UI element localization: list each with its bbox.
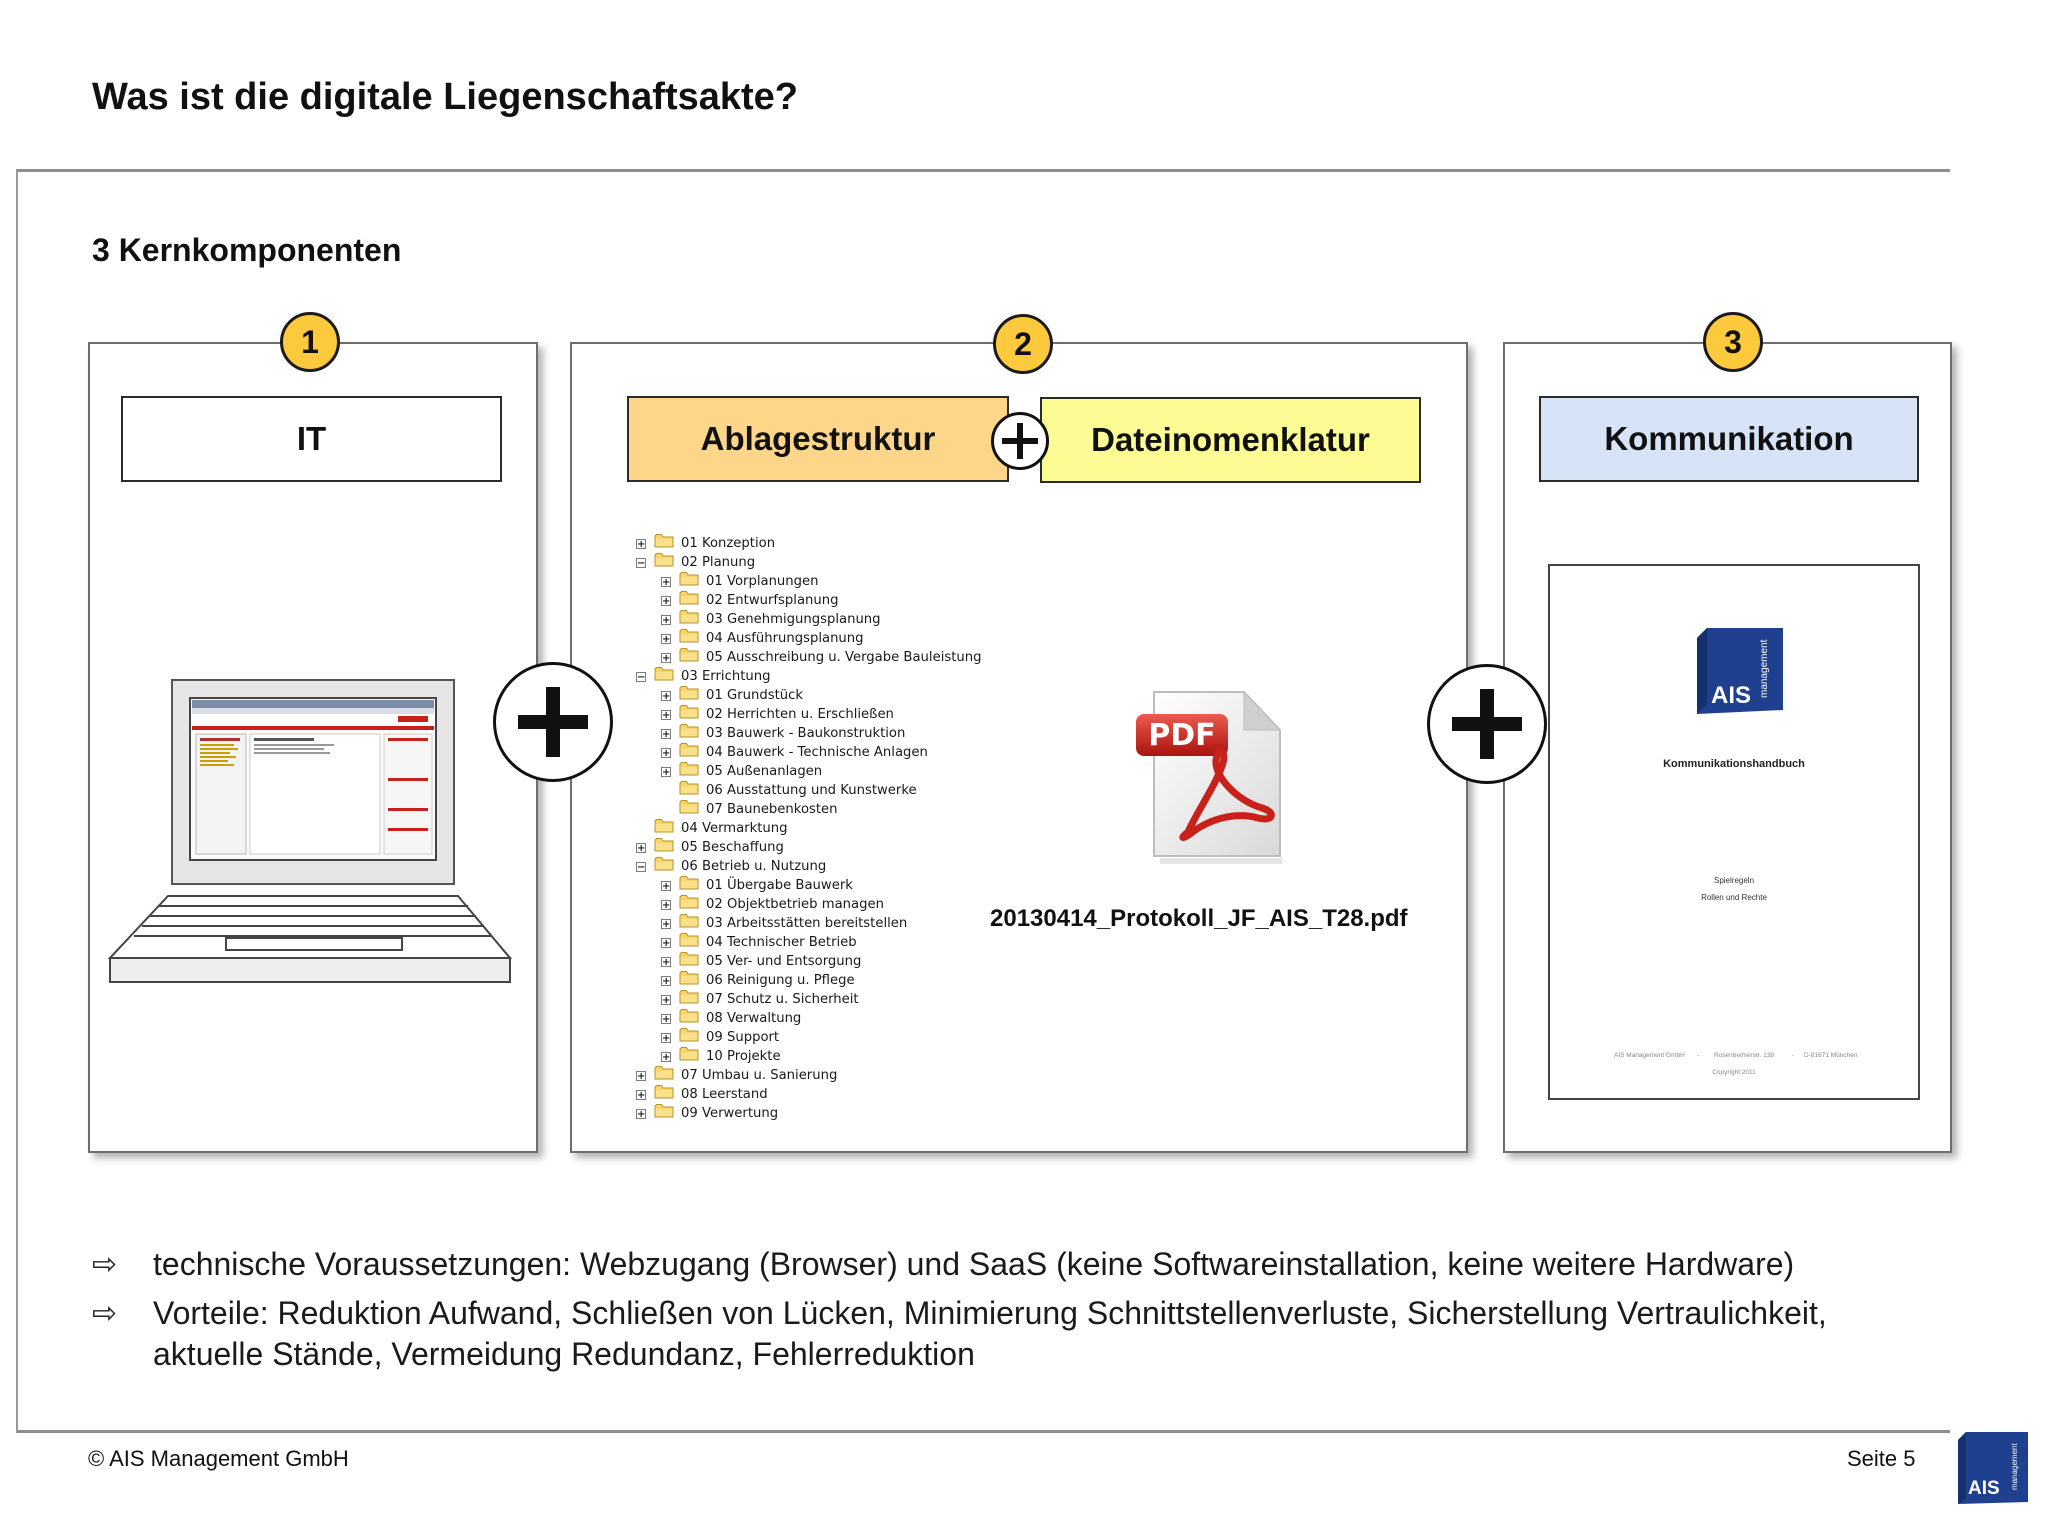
folder-tree-item[interactable]: [636, 800, 1106, 819]
pdf-filename: 20130414_Protokoll_JF_AIS_T28.pdf: [990, 905, 1408, 932]
folder-label: 03 Errichtung: [681, 669, 771, 684]
folder-label: 04 Technischer Betrieb: [706, 935, 857, 950]
ais-logo: AIS management: [1956, 1432, 2030, 1506]
folder-icon: [679, 1027, 699, 1048]
folder-icon: [654, 1065, 674, 1086]
section-subtitle: 3 Kernkomponenten: [92, 232, 402, 268]
folder-label: 07 Baunebenkosten: [706, 802, 838, 817]
folder-tree-item[interactable]: [636, 781, 1106, 800]
handbook-footer-city: D-81671 München: [1804, 1052, 1858, 1059]
folder-tree-item[interactable]: [636, 819, 1106, 838]
expand-toggle-icon[interactable]: +: [662, 918, 671, 930]
folder-label: 01 Grundstück: [706, 688, 803, 703]
expand-toggle-icon[interactable]: +: [662, 937, 671, 949]
ablagestruktur-header: Ablagestruktur: [627, 396, 1009, 482]
folder-icon: [654, 533, 674, 554]
folder-icon: [679, 1046, 699, 1067]
folder-tree-item[interactable]: [636, 990, 1106, 1009]
folder-label: 02 Entwurfsplanung: [706, 593, 839, 608]
folder-label: 06 Betrieb u. Nutzung: [681, 859, 827, 874]
dateinomenklatur-header: Dateinomenklatur: [1040, 397, 1421, 483]
folder-icon: [679, 571, 699, 592]
folder-tree-item[interactable]: [636, 1085, 1106, 1104]
folder-label: 10 Projekte: [706, 1049, 781, 1064]
folder-label: 05 Ausschreibung u. Vergabe Bauleistung: [706, 650, 982, 665]
collapse-toggle-icon[interactable]: −: [637, 861, 646, 873]
folder-tree-item[interactable]: [636, 933, 1106, 952]
expand-toggle-icon[interactable]: +: [662, 690, 671, 702]
folder-icon: [679, 970, 699, 991]
folder-icon: [654, 552, 674, 573]
folder-icon: [679, 761, 699, 782]
folder-tree-item[interactable]: [636, 1066, 1106, 1085]
spacer: [661, 786, 671, 796]
folder-tree-item[interactable]: [636, 610, 1106, 629]
expand-toggle-icon[interactable]: +: [662, 1013, 671, 1025]
expand-toggle-icon[interactable]: +: [662, 899, 671, 911]
folder-label: 05 Beschaffung: [681, 840, 784, 855]
folder-icon: [679, 932, 699, 953]
folder-label: 01 Konzeption: [681, 536, 776, 551]
folder-tree-item[interactable]: [636, 591, 1106, 610]
folder-label: 02 Objektbetrieb managen: [706, 897, 884, 912]
folder-icon: [654, 1103, 674, 1124]
folder-icon: [654, 818, 674, 839]
folder-label: 03 Genehmigungsplanung: [706, 612, 881, 627]
expand-toggle-icon[interactable]: +: [637, 1089, 646, 1101]
expand-toggle-icon[interactable]: +: [637, 1070, 646, 1082]
folder-label: 07 Schutz u. Sicherheit: [706, 992, 859, 1007]
plus-icon: [1427, 664, 1547, 784]
folder-icon: [679, 894, 699, 915]
expand-toggle-icon[interactable]: +: [662, 595, 671, 607]
bullet-arrow-icon: ⇨: [92, 1248, 118, 1281]
folder-icon: [679, 875, 699, 896]
folder-icon: [679, 704, 699, 725]
footer-copyright: © AIS Management GmbH: [88, 1446, 349, 1471]
folder-label: 06 Ausstattung und Kunstwerke: [706, 783, 917, 798]
folder-label: 06 Reinigung u. Pflege: [706, 973, 855, 988]
expand-toggle-icon[interactable]: +: [662, 994, 671, 1006]
folder-tree-item[interactable]: [636, 1009, 1106, 1028]
expand-toggle-icon[interactable]: +: [662, 1032, 671, 1044]
folder-tree-item[interactable]: [636, 705, 1106, 724]
expand-toggle-icon[interactable]: +: [662, 728, 671, 740]
folder-tree-item[interactable]: [636, 1028, 1106, 1047]
handbook-footer-sep: -: [1792, 1052, 1795, 1059]
folder-icon: [679, 723, 699, 744]
folder-icon: [679, 913, 699, 934]
expand-toggle-icon[interactable]: +: [662, 652, 671, 664]
folder-tree-item[interactable]: [636, 838, 1106, 857]
folder-tree-item[interactable]: [636, 762, 1106, 781]
folder-icon: [654, 856, 674, 877]
expand-toggle-icon[interactable]: +: [662, 880, 671, 892]
folder-tree-item[interactable]: [636, 534, 1106, 553]
folder-icon: [679, 1008, 699, 1029]
folder-tree-item[interactable]: [636, 686, 1106, 705]
folder-label: 04 Bauwerk - Technische Anlagen: [706, 745, 928, 760]
folder-tree-item[interactable]: [636, 553, 1106, 572]
handbook-footer-sep: -: [1697, 1052, 1700, 1059]
collapse-toggle-icon[interactable]: −: [637, 557, 646, 569]
page-title: Was ist die digitale Liegenschaftsakte?: [92, 76, 799, 118]
bullet-text: Vorteile: Reduktion Aufwand, Schließen von Lücken, Minimierung Schnittstellenverluste, Sicherstellung Vertraulichkeit, aktuelle Stände, Vermeidung Redundanz, Fehlerreduktion: [153, 1295, 1827, 1372]
plus-icon: [493, 662, 613, 782]
pdf-file-icon: [1128, 680, 1288, 870]
laptop-icon: [108, 678, 518, 990]
page-number: Seite 5: [1847, 1446, 1916, 1471]
folder-label: 03 Bauwerk - Baukonstruktion: [706, 726, 906, 741]
folder-tree-item[interactable]: [636, 667, 1106, 686]
expand-toggle-icon[interactable]: +: [662, 747, 671, 759]
handbook-footer-company: AIS Management GmbH: [1614, 1052, 1685, 1059]
it-header: IT: [121, 396, 502, 482]
folder-label: 01 Vorplanungen: [706, 574, 819, 589]
folder-label: 04 Vermarktung: [681, 821, 788, 836]
pdf-badge: PDF: [1148, 717, 1216, 753]
folder-icon: [679, 780, 699, 801]
component-number-3: 3: [1703, 312, 1763, 372]
folder-label: 09 Verwertung: [681, 1106, 779, 1121]
collapse-toggle-icon[interactable]: −: [637, 671, 646, 683]
folder-label: 05 Ver- und Entsorgung: [706, 954, 862, 969]
expand-toggle-icon[interactable]: +: [662, 766, 671, 778]
folder-tree-item[interactable]: [636, 952, 1106, 971]
bullet-text: technische Voraussetzungen: Webzugang (Browser) und SaaS (keine Softwareinstallation, keine weitere Hardware): [153, 1246, 1795, 1282]
folder-icon: [679, 609, 699, 630]
bullet-arrow-icon: ⇨: [92, 1297, 118, 1330]
handbook-footer-street: Rosenheimerstr. 139: [1714, 1052, 1774, 1059]
expand-toggle-icon[interactable]: +: [637, 1108, 646, 1120]
spacer: [636, 824, 646, 834]
folder-tree-item[interactable]: [636, 648, 1106, 667]
folder-icon: [679, 951, 699, 972]
folder-tree-item[interactable]: [636, 572, 1106, 591]
folder-label: 04 Ausführungsplanung: [706, 631, 864, 646]
expand-toggle-icon[interactable]: +: [662, 614, 671, 626]
folder-label: 02 Planung: [681, 555, 756, 570]
folder-label: 01 Übergabe Bauwerk: [706, 878, 853, 893]
folder-label: 08 Leerstand: [681, 1087, 768, 1102]
small-plus-icon: [991, 412, 1049, 470]
expand-toggle-icon[interactable]: +: [662, 975, 671, 987]
folder-label: 08 Verwaltung: [706, 1011, 802, 1026]
folder-icon: [679, 799, 699, 820]
folder-icon: [679, 742, 699, 763]
expand-toggle-icon[interactable]: +: [662, 576, 671, 588]
folder-icon: [679, 989, 699, 1010]
expand-toggle-icon[interactable]: +: [662, 633, 671, 645]
handbook-document: [1548, 564, 1920, 1100]
folder-tree-item[interactable]: [636, 743, 1106, 762]
ais-logo: AIS management: [1693, 628, 1789, 724]
folder-tree-item[interactable]: [636, 1104, 1106, 1123]
folder-label: 05 Außenanlagen: [706, 764, 823, 779]
folder-icon: [679, 628, 699, 649]
folder-tree-item[interactable]: [636, 876, 1106, 895]
handbook-title: Kommunikationshandbuch: [1663, 758, 1805, 770]
folder-label: 02 Herrichten u. Erschließen: [706, 707, 894, 722]
expand-toggle-icon[interactable]: +: [662, 1051, 671, 1063]
folder-label: 03 Arbeitsstätten bereitstellen: [706, 916, 908, 931]
component-number-1: 1: [280, 312, 340, 372]
folder-icon: [654, 837, 674, 858]
folder-icon: [654, 1084, 674, 1105]
folder-tree: [636, 534, 1106, 1123]
folder-icon: [679, 647, 699, 668]
folder-tree-item[interactable]: [636, 857, 1106, 876]
expand-toggle-icon[interactable]: +: [662, 956, 671, 968]
folder-tree-item[interactable]: [636, 724, 1106, 743]
expand-toggle-icon[interactable]: +: [637, 842, 646, 854]
expand-toggle-icon[interactable]: +: [637, 538, 646, 550]
kommunikation-header: Kommunikation: [1539, 396, 1919, 482]
folder-tree-item[interactable]: [636, 629, 1106, 648]
folder-icon: [654, 666, 674, 687]
spacer: [661, 805, 671, 815]
expand-toggle-icon[interactable]: +: [662, 709, 671, 721]
handbook-copyright: Copyright 2011: [1712, 1069, 1756, 1076]
folder-tree-item[interactable]: [636, 971, 1106, 990]
folder-label: 07 Umbau u. Sanierung: [681, 1068, 838, 1083]
folder-icon: [679, 685, 699, 706]
folder-icon: [679, 590, 699, 611]
folder-label: 09 Support: [706, 1030, 780, 1045]
folder-tree-item[interactable]: [636, 1047, 1106, 1066]
handbook-line1: Spielregeln: [1713, 876, 1755, 885]
component-number-2: 2: [993, 314, 1053, 374]
handbook-line2: Rollen und Rechte: [1701, 893, 1767, 902]
